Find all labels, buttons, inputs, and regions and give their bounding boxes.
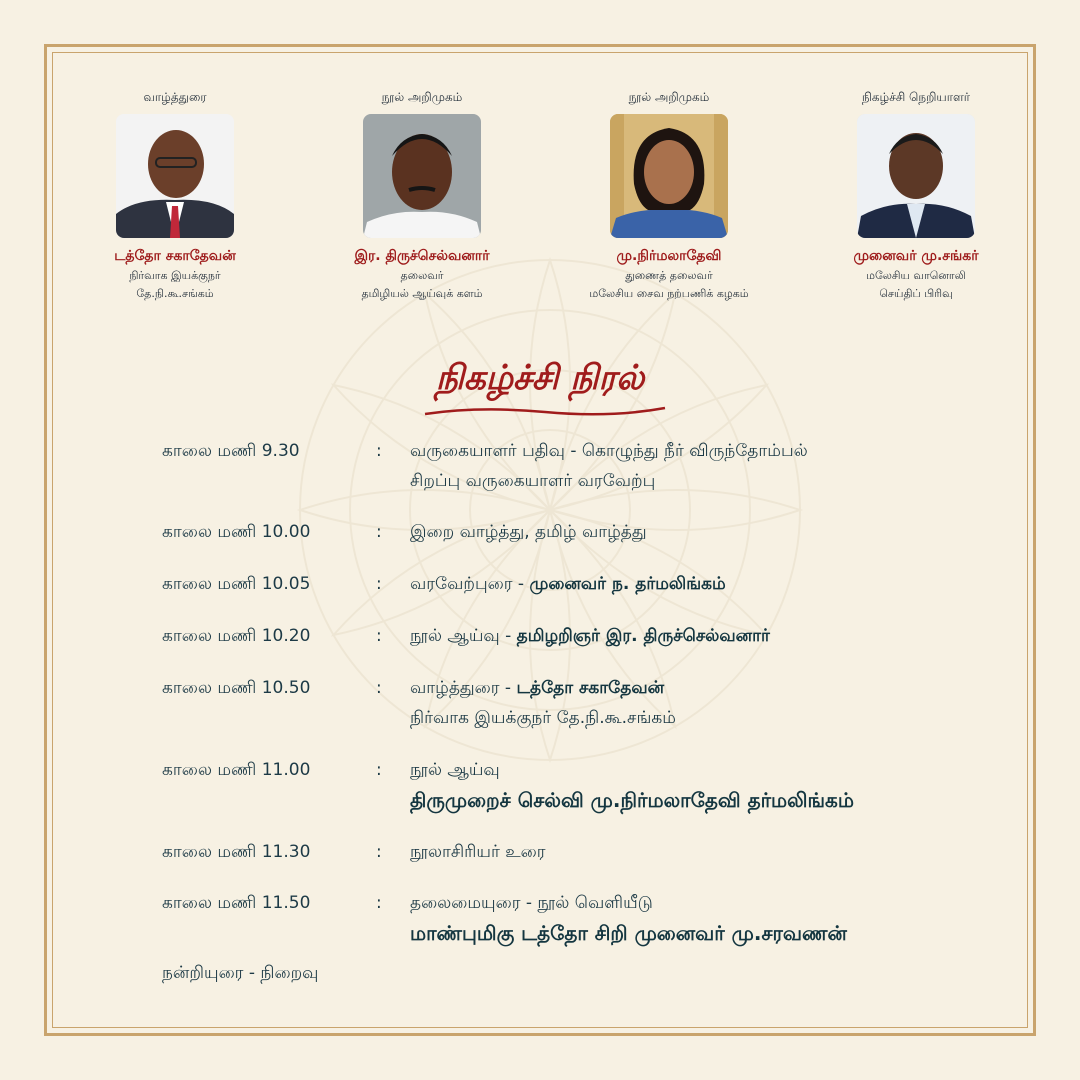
schedule-time: காலை மணி 11.50 bbox=[162, 893, 311, 913]
speaker-photo bbox=[363, 114, 481, 238]
schedule-colon: : bbox=[376, 842, 382, 862]
schedule-desc-line-1: இறை வாழ்த்து, தமிழ் வாழ்த்து bbox=[410, 522, 647, 542]
schedule-desc-prefix: வரவேற்புரை - bbox=[410, 574, 530, 594]
speaker-card-1 bbox=[80, 88, 270, 302]
schedule-colon: : bbox=[376, 522, 382, 542]
schedule-desc-line-1: வருகையாளர் பதிவு - கொழுந்து நீர் விருந்தோம்பல் bbox=[410, 441, 808, 461]
schedule-desc-line-1: தலைமையுரை - நூல் வெளியீடு bbox=[410, 893, 653, 913]
speaker-photo bbox=[857, 114, 975, 238]
speaker-card-3 bbox=[574, 88, 764, 302]
schedule-desc bbox=[410, 888, 1010, 948]
speaker-role: நிகழ்ச்சி நெறியாளர் bbox=[861, 90, 971, 104]
speaker-desc-line-2: தமிழியல் ஆய்வுக் களம் bbox=[361, 287, 483, 300]
speaker-card-4 bbox=[821, 88, 1011, 302]
schedule-desc-line-2: நிர்வாக இயக்குநர் தே.நி.கூ.சங்கம் bbox=[410, 708, 676, 728]
speaker-desc-line-1: துணைத் தலைவர் bbox=[625, 269, 713, 282]
schedule-desc bbox=[410, 755, 1010, 815]
schedule-time: காலை மணி 10.05 bbox=[162, 574, 311, 594]
schedule-desc-highlight: டத்தோ சகாதேவன் bbox=[516, 678, 665, 698]
schedule-time: காலை மணி 11.00 bbox=[162, 760, 311, 780]
schedule-time: காலை மணி 10.20 bbox=[162, 626, 311, 646]
schedule-time: காலை மணி 11.30 bbox=[162, 842, 311, 862]
schedule-time: காலை மணி 10.50 bbox=[162, 678, 311, 698]
schedule-time: காலை மணி 10.00 bbox=[162, 522, 311, 542]
schedule-desc bbox=[410, 569, 1010, 599]
speaker-desc-line-1: நிர்வாக இயக்குநர் bbox=[129, 269, 221, 282]
schedule-colon: : bbox=[376, 441, 382, 461]
schedule-colon: : bbox=[376, 678, 382, 698]
closing-line: நன்றியுரை - நிறைவு bbox=[162, 963, 319, 983]
speaker-name: மு.நிர்மலாதேவி bbox=[616, 248, 722, 264]
schedule-desc-line-1: நூலாசிரியர் உரை bbox=[410, 842, 546, 862]
speaker-photo bbox=[610, 114, 728, 238]
schedule-desc-prefix: நூல் ஆய்வு - bbox=[410, 626, 517, 646]
speaker-desc-line-2: செய்திப் பிரிவு bbox=[879, 287, 953, 300]
speaker-photo bbox=[116, 114, 234, 238]
schedule-desc bbox=[410, 673, 1010, 733]
speaker-name: டத்தோ சகாதேவன் bbox=[114, 248, 236, 264]
schedule-desc-highlight: திருமுறைச் செல்வி மு.நிர்மலாதேவி தர்மலிங்கம் bbox=[410, 788, 854, 812]
speaker-card-2 bbox=[327, 88, 517, 302]
speaker-role: வாழ்த்துரை bbox=[143, 90, 207, 104]
schedule-desc-highlight: முனைவர் ந. தர்மலிங்கம் bbox=[529, 574, 726, 594]
schedule-time: காலை மணி 9.30 bbox=[162, 441, 300, 461]
speaker-desc-line-1: தலைவர் bbox=[400, 269, 444, 282]
schedule-desc-line-1: நூல் ஆய்வு bbox=[410, 760, 500, 780]
schedule-desc-line-2: சிறப்பு வருகையாளர் வரவேற்பு bbox=[410, 471, 656, 491]
program-title: நிகழ்ச்சி நிரல் bbox=[435, 358, 645, 398]
schedule-desc bbox=[410, 436, 1010, 496]
schedule-desc bbox=[410, 621, 1010, 651]
schedule-desc-highlight: தமிழறிஞர் இர. திருச்செல்வனார் bbox=[516, 626, 770, 646]
schedule-colon: : bbox=[376, 760, 382, 780]
speaker-role: நூல் அறிமுகம் bbox=[381, 90, 463, 104]
schedule-desc-highlight: மாண்புமிகு டத்தோ சிறி முனைவர் மு.சரவணன் bbox=[410, 921, 847, 945]
speaker-name: முனைவர் மு.சங்கர் bbox=[853, 248, 979, 264]
speaker-desc-line-2: தே.நி.கூ.சங்கம் bbox=[136, 287, 214, 300]
schedule-colon: : bbox=[376, 574, 382, 594]
schedule-colon: : bbox=[376, 893, 382, 913]
schedule-desc-prefix: வாழ்த்துரை - bbox=[410, 678, 517, 698]
speaker-desc-line-1: மலேசிய வானொலி bbox=[866, 269, 966, 282]
schedule-desc bbox=[410, 517, 1010, 547]
speaker-name: இர. திருச்செல்வனார் bbox=[354, 248, 490, 264]
speaker-role: நூல் அறிமுகம் bbox=[628, 90, 710, 104]
title-flourish bbox=[420, 402, 670, 422]
schedule-desc bbox=[410, 837, 1010, 867]
schedule-colon: : bbox=[376, 626, 382, 646]
speaker-desc-line-2: மலேசிய சைவ நற்பணிக் கழகம் bbox=[589, 287, 749, 300]
